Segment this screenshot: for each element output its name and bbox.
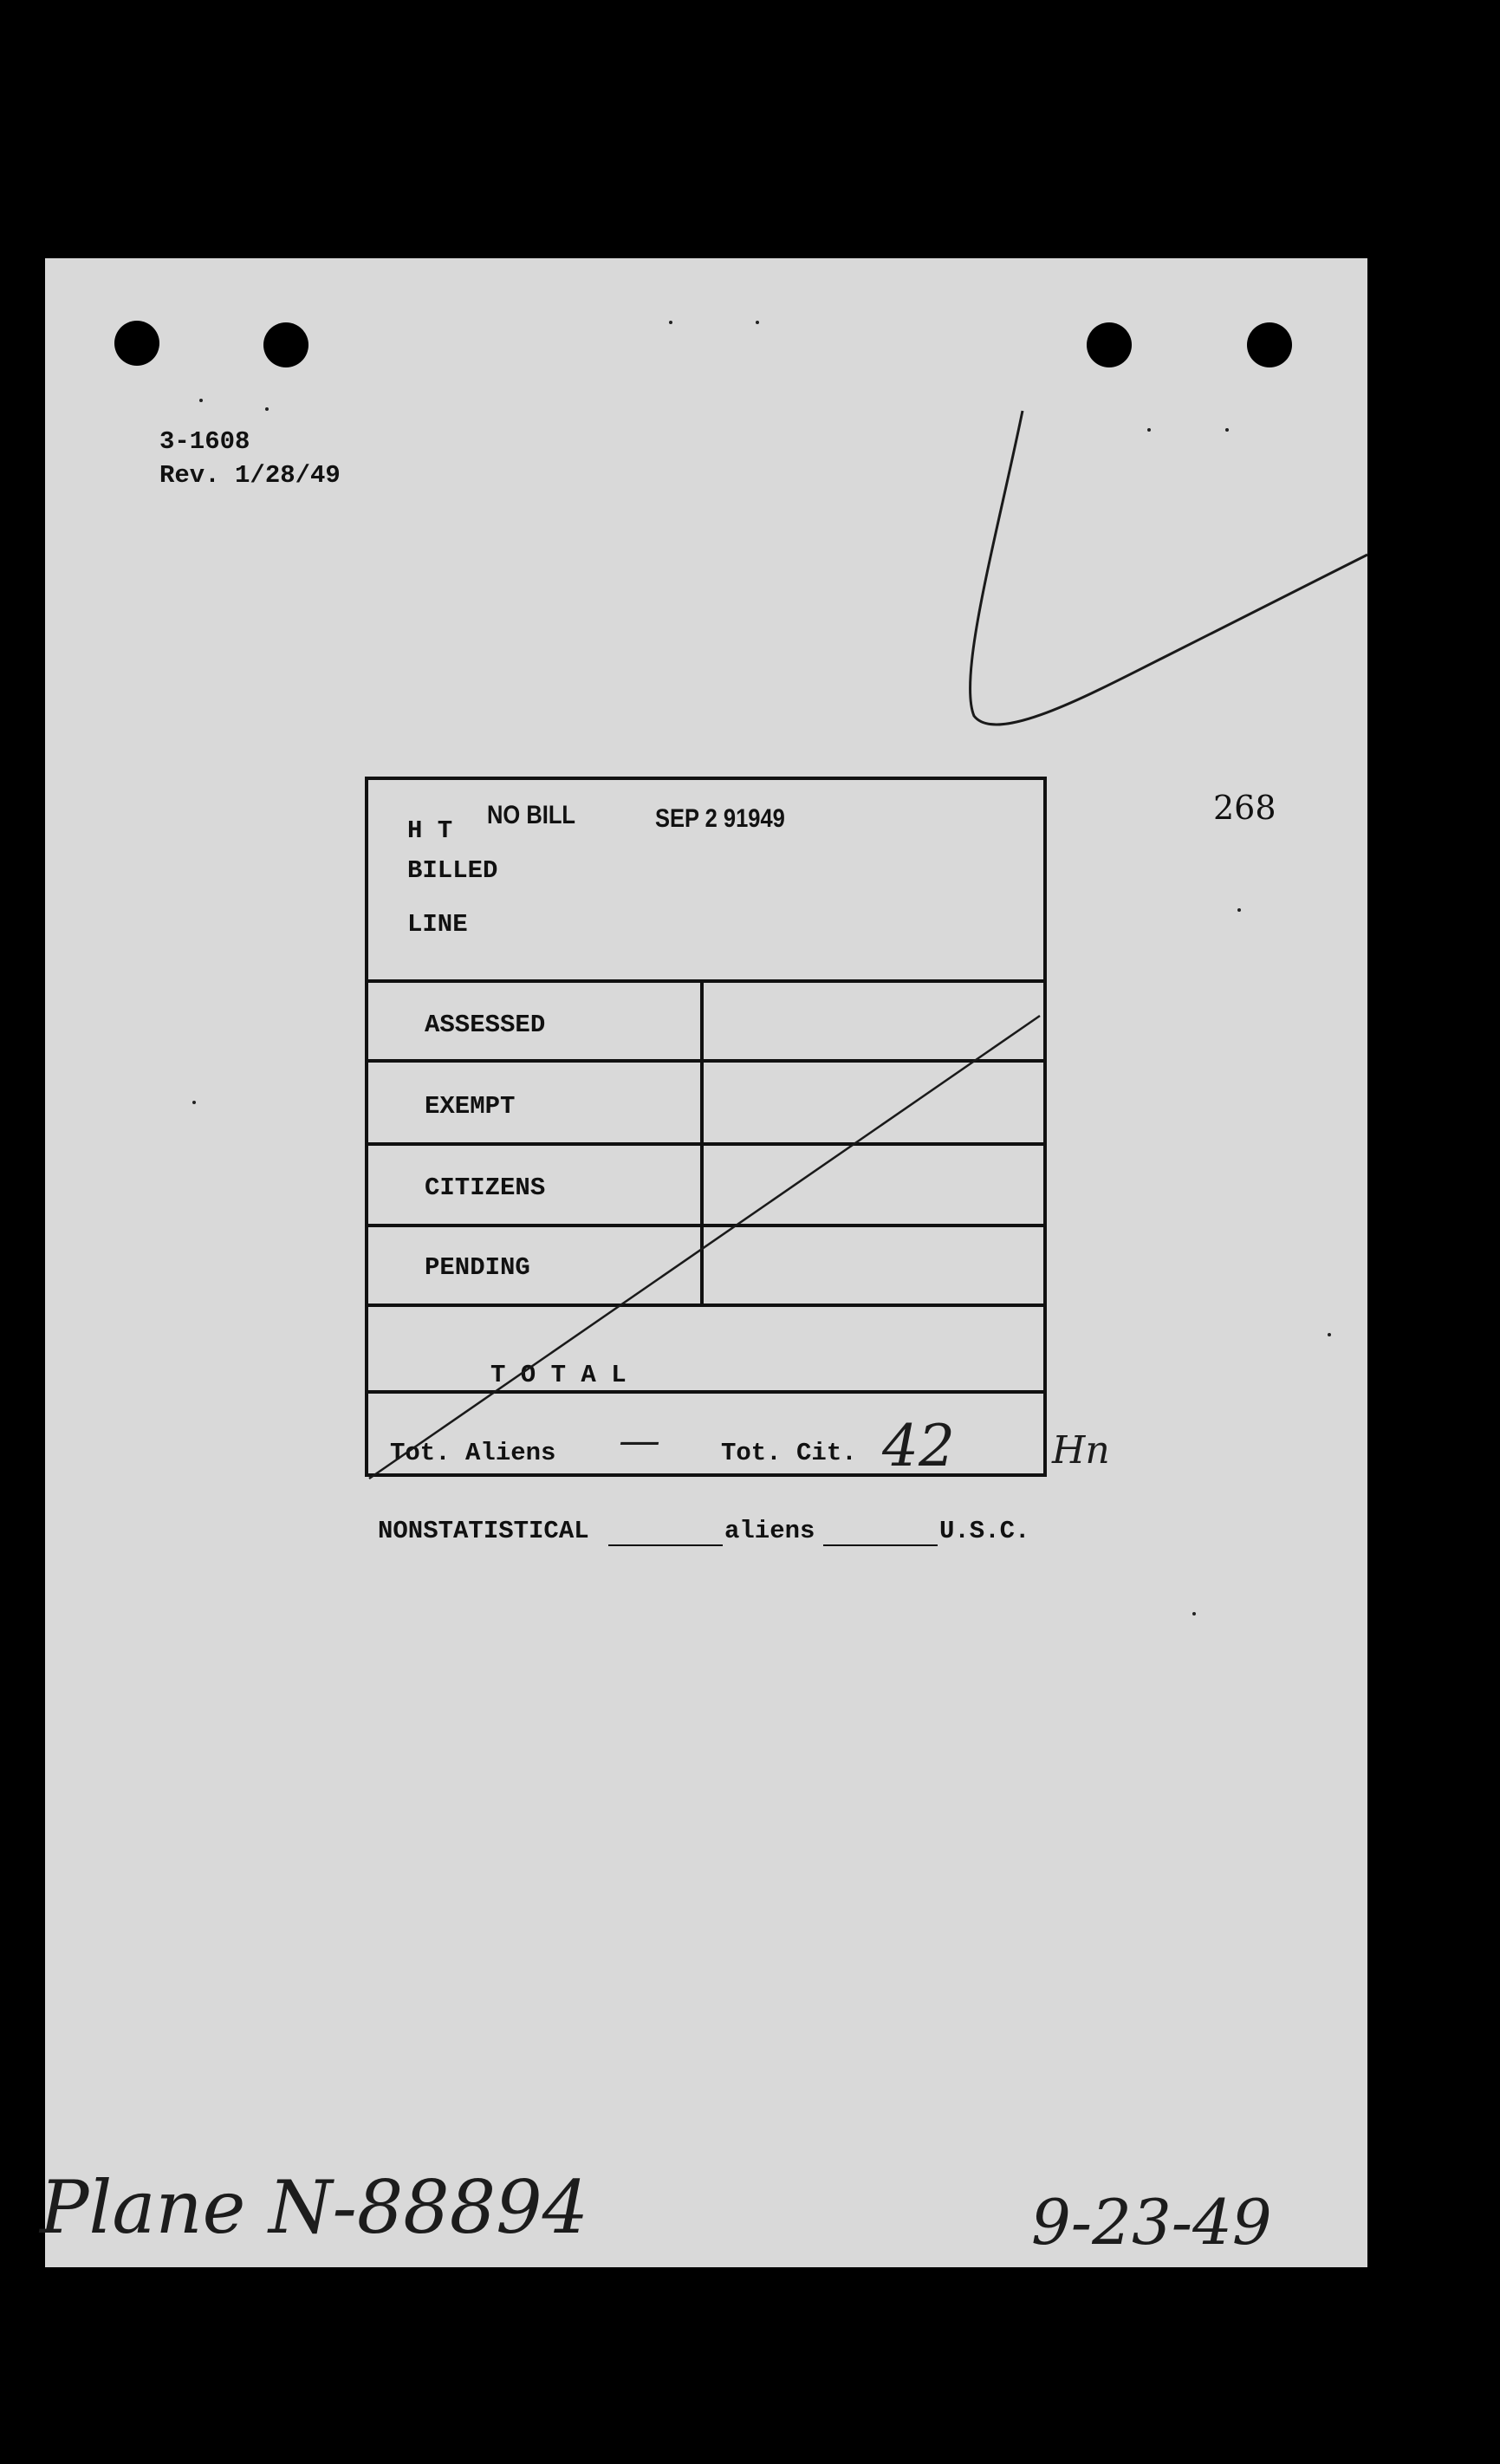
aliens-label: aliens — [724, 1517, 815, 1545]
tot-aliens-label: Tot. Aliens — [390, 1439, 556, 1467]
plane-number-handwriting: Plane N-88894 — [40, 2165, 589, 2250]
tot-aliens-value: — — [619, 1416, 660, 1465]
page-number: 268 — [1213, 789, 1276, 827]
ht-label: H T — [407, 816, 453, 845]
no-bill-stamp: NO BILL — [487, 801, 575, 829]
date-handwriting: 9-23-49 — [1031, 2186, 1272, 2259]
nonstatistical-label: NONSTATISTICAL — [378, 1517, 589, 1545]
row-label-citizens: CITIZENS — [425, 1173, 546, 1202]
billed-label: BILLED — [407, 856, 498, 885]
row-label-assessed: ASSESSED — [425, 1011, 546, 1039]
line-label: LINE — [407, 910, 468, 939]
form-number: 3-1608 — [159, 427, 250, 456]
check-mark-stroke — [970, 411, 1367, 725]
tot-cit-value: 42 — [882, 1413, 955, 1479]
date-stamp: SEP 2 91949 — [655, 804, 785, 833]
initials: Hn — [1052, 1428, 1110, 1473]
strike-through-line — [369, 1016, 1040, 1479]
row-label-pending: PENDING — [425, 1253, 530, 1282]
usc-label: U.S.C. — [939, 1517, 1030, 1545]
revision-date: Rev. 1/28/49 — [159, 461, 341, 490]
total-label: T O T A L — [490, 1361, 627, 1389]
tot-cit-label: Tot. Cit. — [721, 1439, 857, 1467]
row-label-exempt: EXEMPT — [425, 1092, 516, 1121]
